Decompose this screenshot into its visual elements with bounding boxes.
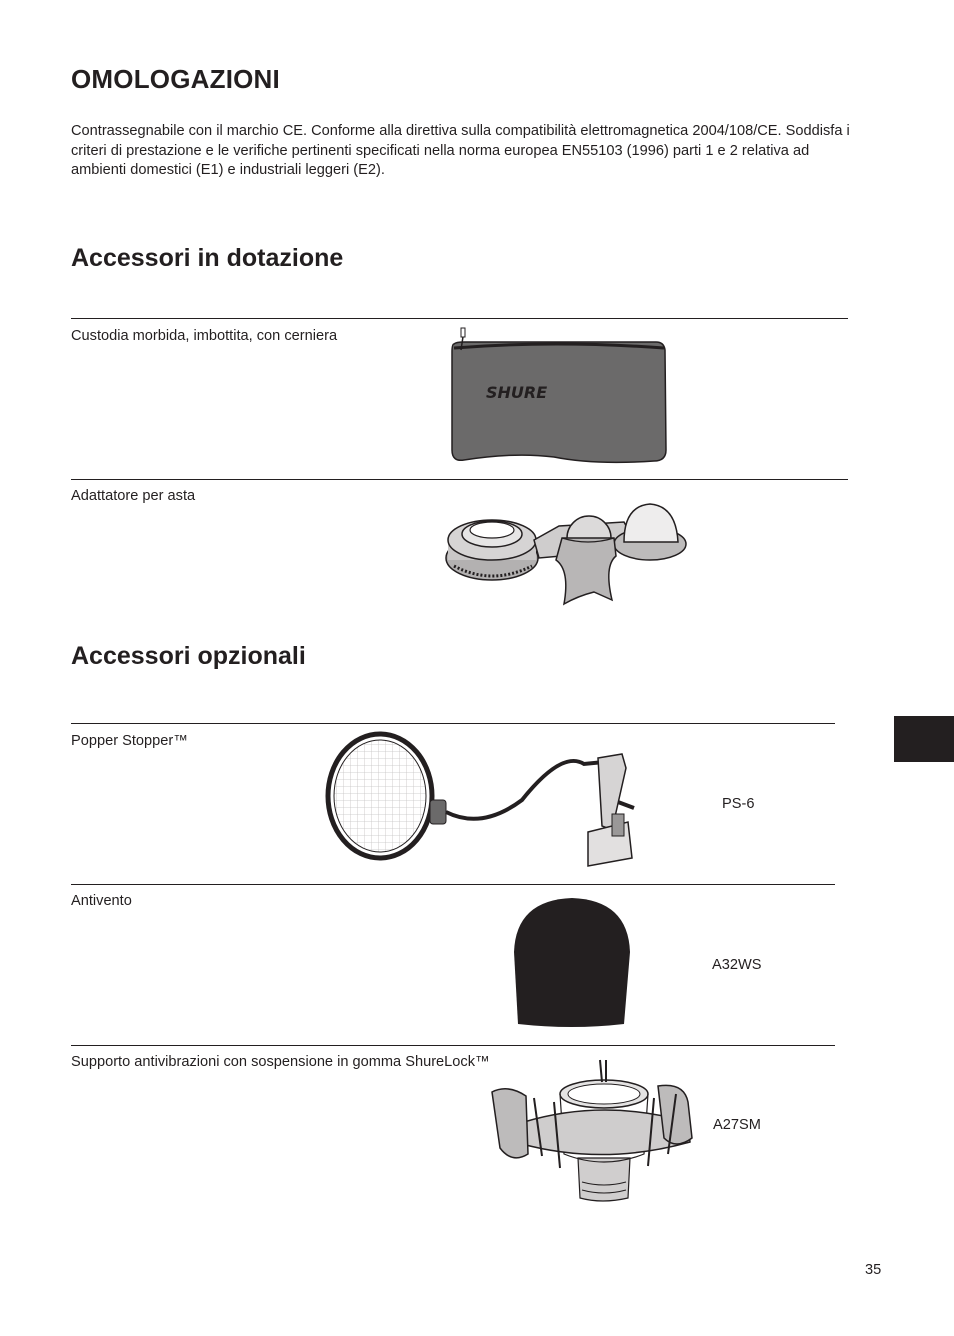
page-number: 35: [865, 1262, 882, 1278]
approvals-paragraph: Contrassegnabile con il marchio CE. Conforme alla direttiva sulla compatibilità elettromagnetica 2004/108/CE. Soddisfa i criteri di prestazione e le verifiche pertinenti specificati nella norma europea EN55103 (1996) parti 1 e 2 relativa ad ambienti domestici (E1) e industriali leggeri (E2).: [71, 123, 850, 178]
shure-logo: SHURE: [486, 383, 548, 402]
popper-stopper-image: [322, 730, 642, 872]
item-code-a27sm: A27SM: [713, 1117, 761, 1133]
divider: [71, 884, 835, 885]
item-code-ps6: PS-6: [722, 796, 755, 812]
item-label-zipper-bag: Custodia morbida, imbottita, con cerniera: [71, 328, 338, 344]
item-label-popper-stopper: Popper Stopper™: [71, 733, 188, 749]
item-label-stand-adapter: Adattatore per asta: [71, 488, 196, 504]
language-tab-marker: [894, 716, 954, 762]
item-label-windscreen: Antivento: [71, 893, 132, 909]
section-title-optional-accessories: Accessori opzionali: [71, 642, 306, 670]
section-title-approvals: OMOLOGAZIONI: [71, 64, 280, 94]
divider: [71, 723, 835, 724]
windscreen-image: [510, 896, 634, 1030]
section-title-supplied-accessories: Accessori in dotazione: [71, 244, 344, 272]
zipper-bag-image: [444, 324, 674, 466]
shock-mount-image: [488, 1058, 698, 1204]
divider: [71, 479, 848, 480]
item-code-a32ws: A32WS: [712, 957, 762, 973]
divider: [71, 1045, 835, 1046]
item-label-shock-mount: Supporto antivibrazioni con sospensione in gomma ShureLock™: [71, 1054, 490, 1070]
stand-adapter-image: [444, 500, 690, 610]
divider: [71, 318, 848, 319]
